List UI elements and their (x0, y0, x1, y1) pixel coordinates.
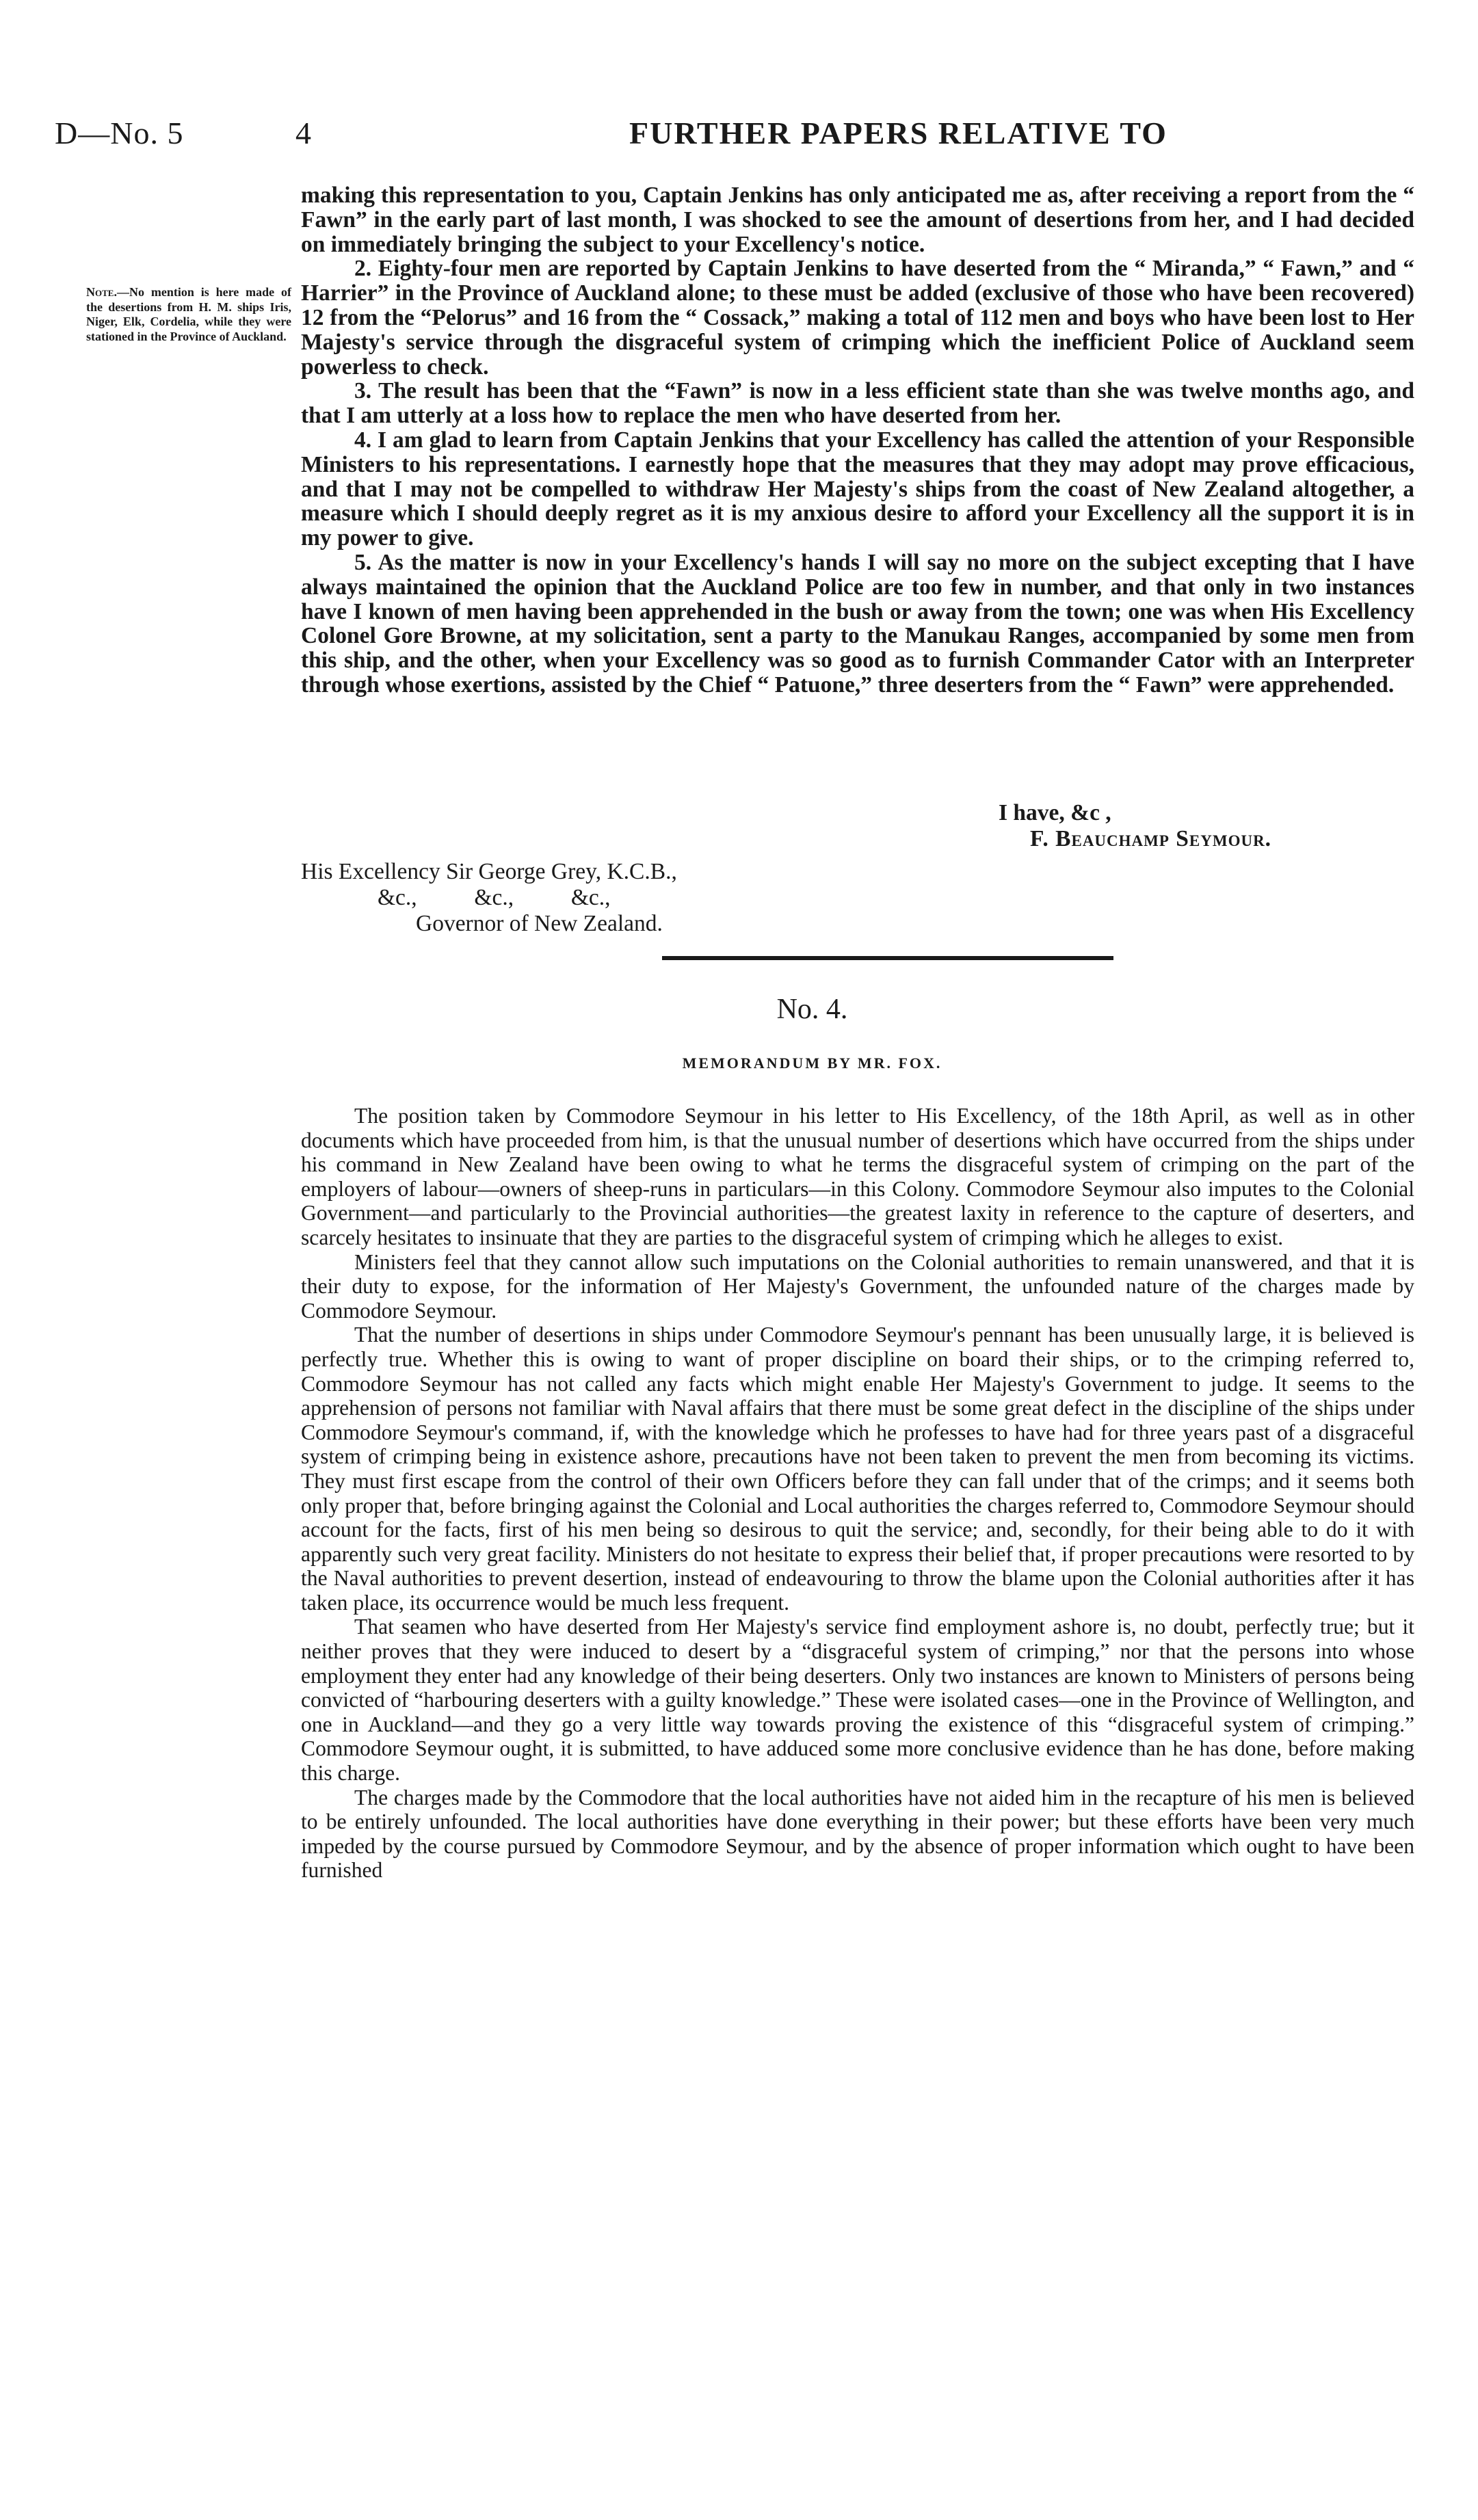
page-number: 4 (295, 116, 311, 150)
addressee-line: His Excellency Sir George Grey, K.C.B., (301, 859, 677, 884)
memo-paragraph: The charges made by the Commodore that the local authorities have not aided him in the recapture of his men is believed to be entirely unfounded. The local authorities have done everything in their power; but these efforts have been very much impeded by the course pursued by Commodore Seymour, and by the absence of proper information which ought to have been furnished (301, 1785, 1414, 1883)
document-reference: D—No. 5 (55, 116, 184, 150)
letter-paragraph: 5. As the matter is now in your Excellency's hands I will say no more on the subject excepting that I have always maintained the opinion that the Auckland Police are too few in number, and that only in two instances have I known of men having been apprehended in the bush or away from the town; one was when His Excellency Colonel Gore Browne, at my solicitation, sent a party to the Manukau Ranges, accompanied by some men from this ship, and the other, when your Excellency was so good as to furnish Commander Cator with an Interpreter through whose exertions, assisted by the Chief “ Patuone,” three deserters from the “ Fawn” were apprehended. (301, 549, 1414, 698)
memo-paragraph: That the number of desertions in ships under Commodore Seymour's pennant has been unusually large, it is believed is perfectly true. Whether this is owing to want of proper discipline on board their ships, or to the crimping referred to, Commodore Seymour has not called any facts which might enable Her Majesty's Government to judge. It seems to the apprehension of persons not familiar with Naval affairs that there must be some great defect in the discipline of the ships under Commodore Seymour's command, if, with the knowledge which he professes to have had for three years past of a disgraceful system of crimping being in existence ashore, precautions have not been taken to prevent the men from becoming its victims. They must first escape from the control of their own Officers before they can fall under that of the crimps; and it seems both only proper that, before bringing against the Colonial and Local authorities the charges referred to, Commodore Seymour should account for the facts, first of his men being so desirous to quit the service; and, secondly, for their being able to do it with apparently such very great facility. Ministers do not hesitate to express their belief that, if proper precautions were resorted to by the Naval authorities to prevent desertion, instead of endeavouring to throw the blame upon the Colonial authorities after it has taken place, its occurrence would be much less frequent. (301, 1323, 1414, 1615)
letter-continuation: making this representation to you, Captain Jenkins has only anticipated me as, after receiving a report from the “ Fawn” in the early part of last month, I was shocked to see the amount of desertions from her, and I had decided on immediately bringing the subject to your Excellency's notice. (301, 183, 1414, 257)
document-number: No. 4. (776, 994, 848, 1025)
addressee-line: &c., &c., &c., (378, 885, 611, 910)
memo-title: MEMORANDUM BY MR. FOX. (682, 1055, 942, 1072)
memo-paragraph: The position taken by Commodore Seymour in his letter to His Excellency, of the 18th April, as well as in other documents which have proceeded from him, is that the unusual number of desertions which have occurred from the ships under his command in New Zealand have been owing to what he terms the disgraceful system of crimping on the part of the employers of labour—owners of sheep-runs in particulars—in this Colony. Commodore Seymour also imputes to the Colonial Government—and particularly to the Provincial authorities—the greatest laxity in reference to the capture of deserters, and scarcely hesitates to insinuate that they are parties to the disgraceful system of crimping which he alleges to exist. (301, 1104, 1414, 1249)
letter-signature: F. Beauchamp Seymour. (1030, 826, 1272, 851)
page-header (55, 115, 1436, 163)
memo-paragraph: That seamen who have deserted from Her Majesty's service find employment ashore is, no doubt, perfectly true; but it neither proves that they were induced to desert by a “disgraceful system of crimping,” nor that the persons into whose employment they enter had any knowledge of their being deserters. Only two instances are known to Ministers of persons being convicted of “harbouring deserters with a guilty knowledge.” These were isolated cases—one in the Province of Wellington, and one in Auckland—and they go a very little way towards proving the existence of this “disgraceful system of crimping.” Commodore Seymour ought, it is submitted, to have adduced some more conclusive evidence than he has done, before making this charge. (301, 1615, 1414, 1786)
letter-body (301, 183, 1414, 698)
letter-paragraph: 3. The result has been that the “Fawn” is now in a less efficient state than she was twelve months ago, and that I am utterly at a loss how to replace the men who have deserted from her. (301, 378, 1414, 429)
section-divider (662, 956, 1113, 960)
memo-body (301, 1104, 1414, 1883)
letter-addressee (301, 859, 677, 937)
letter-closing: I have, &c , (999, 800, 1111, 825)
memo-paragraph: Ministers feel that they cannot allow such imputations on the Colonial authorities to remain unanswered, and that it is their duty to expose, for the information of Her Majesty's Government, the unfounded nature of the charges made by Commodore Seymour. (301, 1249, 1414, 1323)
margin-note-text: —No mention is here made of the desertions from H. M. ships Iris, Niger, Elk, Cordelia, while they were stationed in the Province of Auckland. (86, 285, 291, 343)
letter-paragraph: 2. Eighty-four men are reported by Captain Jenkins to have deserted from the “ Miranda,” “ Fawn,” and “ Harrier” in the Province of Auckland alone; to these must be added (exclusive of those who have been recovered) 12 from the “Pelorus” and 16 from the “ Cossack,” making a total of 112 men and boys who have been lost to Her Majesty's service through the disgraceful system of crimping which the inefficient Police of Auckland seem powerless to check. (301, 256, 1414, 380)
letter-paragraph: 4. I am glad to learn from Captain Jenkins that your Excellency has called the attention of your Responsible Ministers to his representations. I earnestly hope that the measures that they may adopt may prove efficacious, and that I may not be compelled to withdraw Her Majesty's ships from the coast of New Zealand altogether, a measure which I should deeply regret as it is my anxious desire to afford your Excellency all the support it is in my power to give. (301, 427, 1414, 551)
running-title: FURTHER PAPERS RELATIVE TO (629, 116, 1167, 150)
addressee-line: Governor of New Zealand. (416, 911, 663, 936)
margin-note (86, 285, 291, 344)
margin-note-label: Note. (86, 285, 117, 299)
